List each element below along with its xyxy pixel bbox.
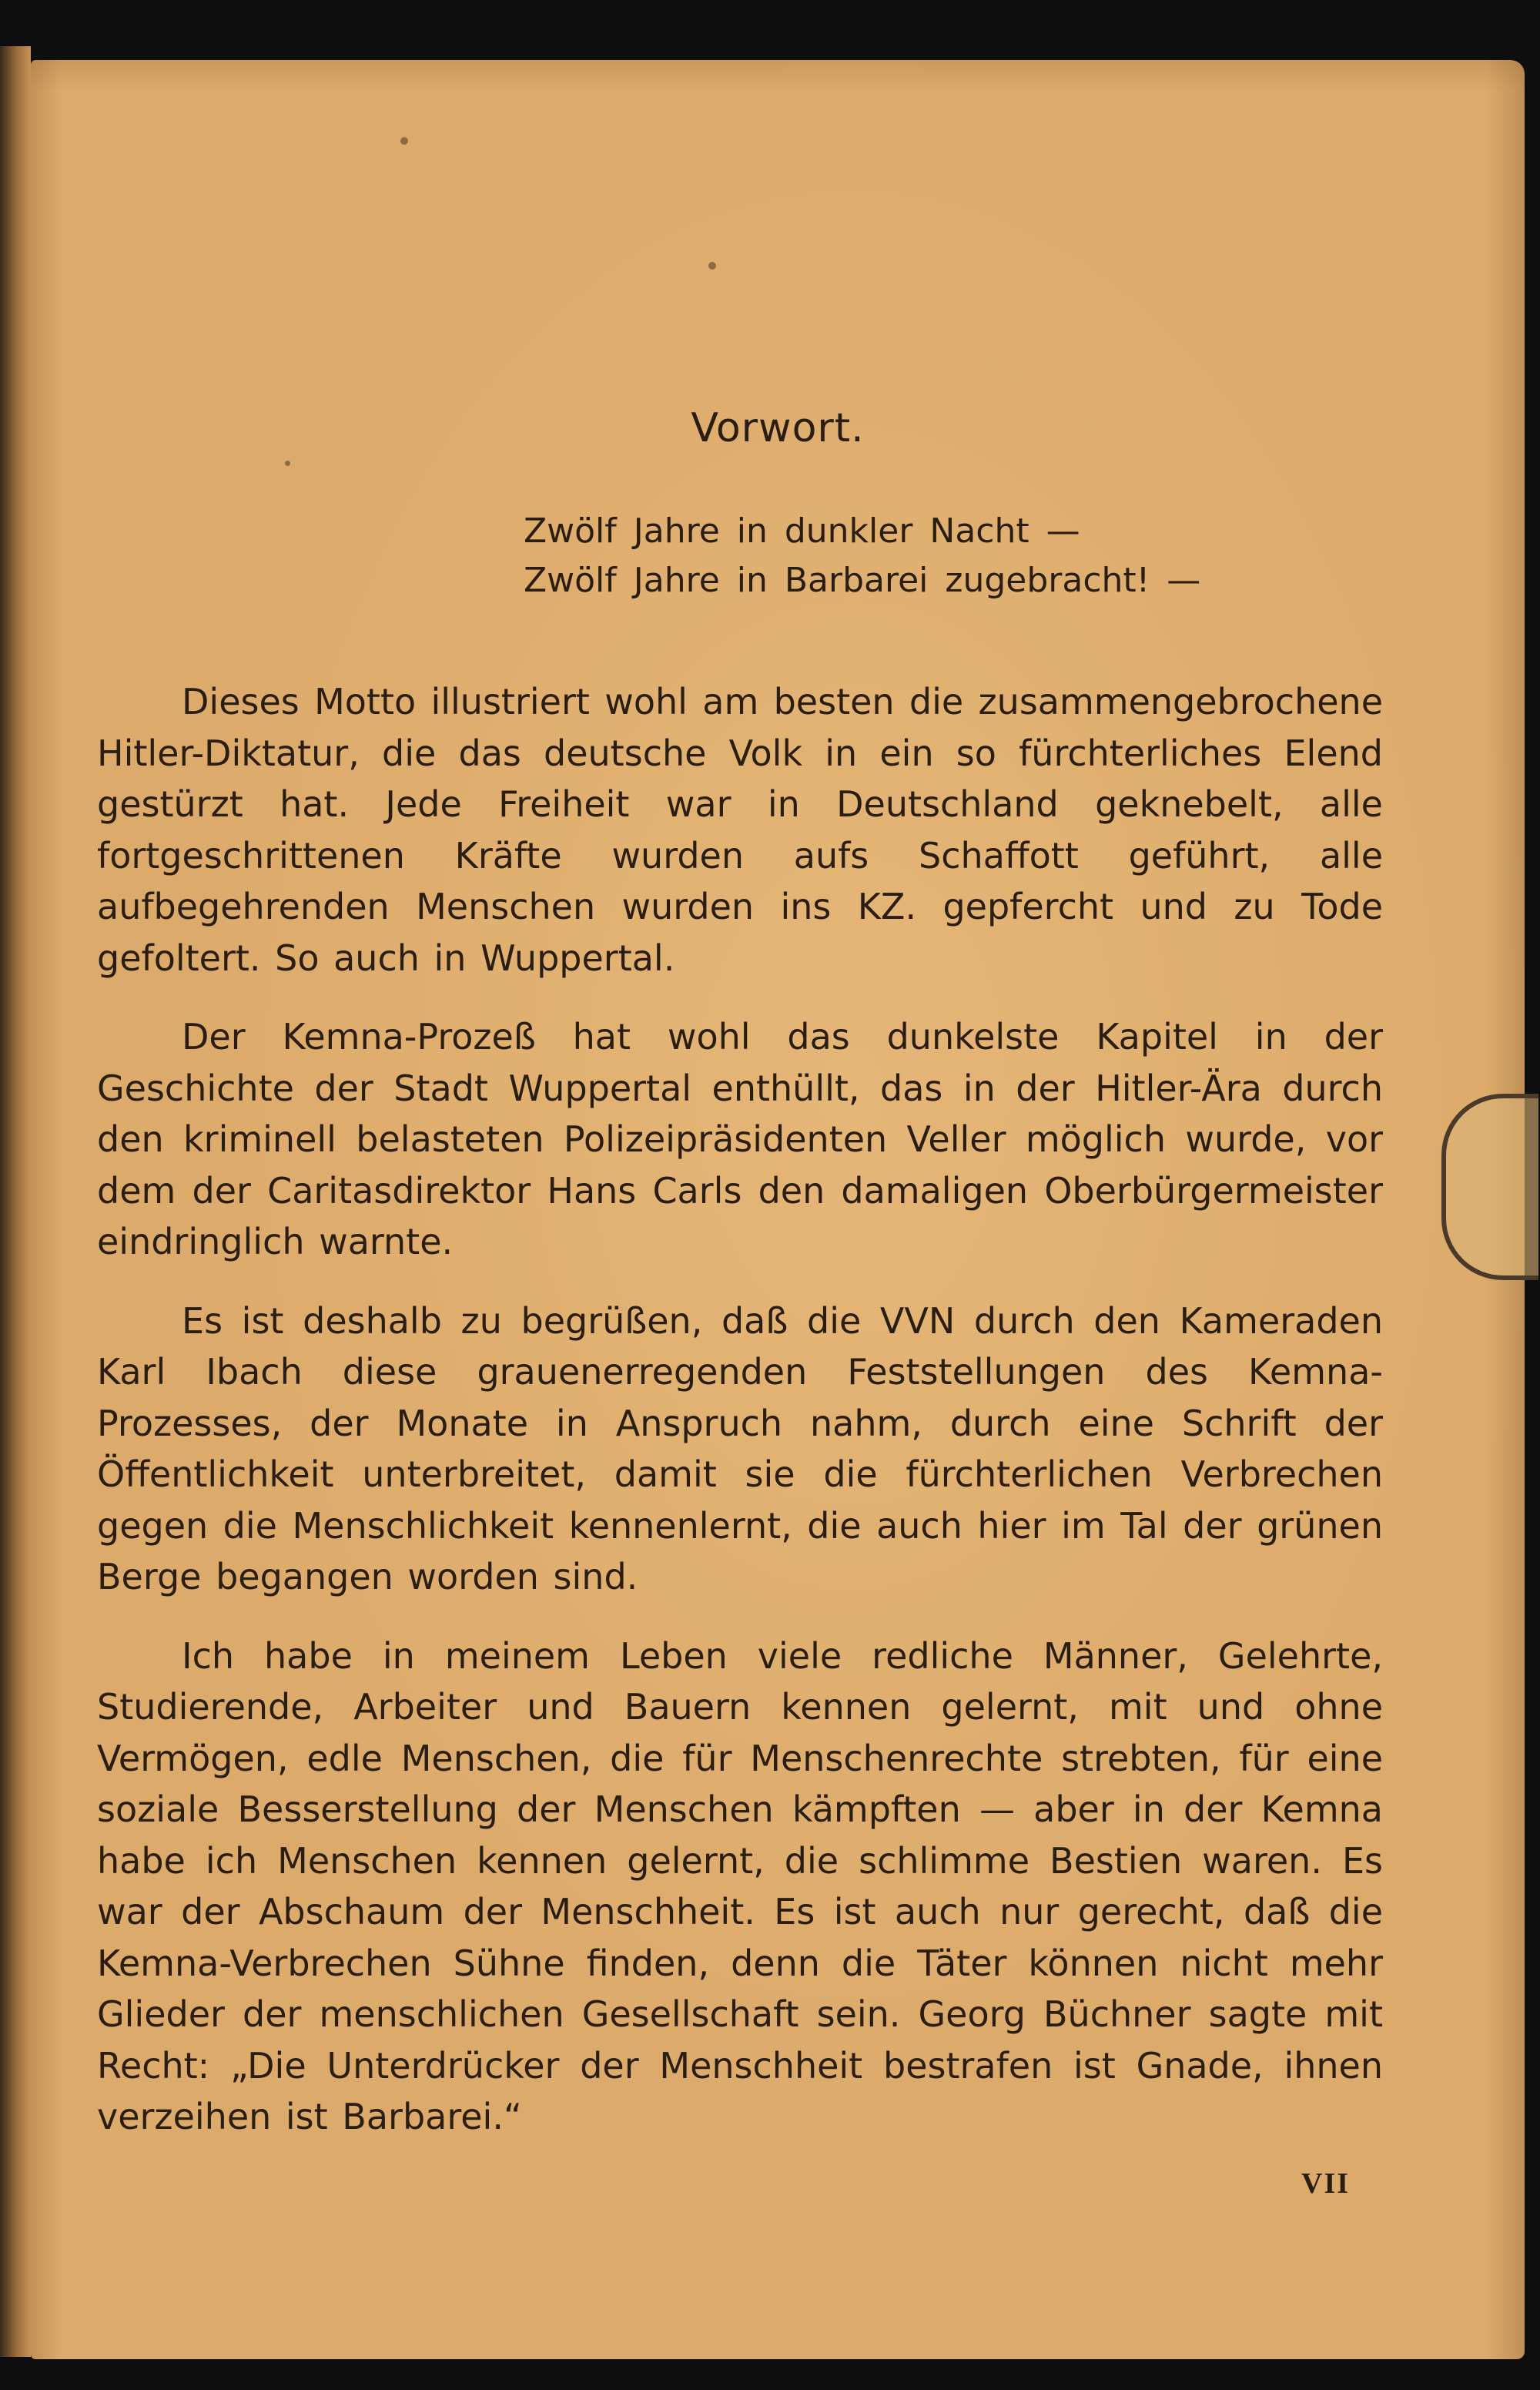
paper-speck — [708, 262, 716, 270]
paper-speck — [400, 137, 408, 145]
paragraph: Es ist deshalb zu begrüßen, daß die VVN durch den Kameraden Karl Ibach diese grauenerregenden Feststellungen des Kemna-Prozesses, der Monate in Anspruch nahm, durch eine Schrift der Öffentlichkeit unterbreitet, damit sie die fürchterlichen Verbrechen gegen die Menschlichkeit kennenlernt, die auch hier im Tal der grünen Berge begangen worden sind. — [97, 1299, 1383, 1597]
motto-line: Zwölf Jahre in dunkler Nacht — — [524, 511, 1080, 551]
body-text — [97, 676, 1383, 2170]
paragraph: Ich habe in meinem Leben viele redliche Männer, Gelehrte, Studierende, Arbeiter und Bauern kennen gelernt, mit und ohne Vermögen, edle Menschen, die für Menschenrechte strebten, für eine soziale Besserstellung der Menschen kämpften — aber in der Kemna habe ich Menschen kennen gelernt, die schlimme Bestien waren. Es war der Abschaum der Menschheit. Es ist auch nur gerecht, daß die Kemna-Verbrechen Sühne finden, denn die Täter können nicht mehr Glieder der menschlichen Gesellschaft sein. Georg Büchner sagte mit Recht: „Die Unterdrücker der Menschheit bestrafen ist Gnade, ihnen verzeihen ist Barbarei.“ — [97, 1634, 1383, 2137]
paragraph: Dieses Motto illustriert wohl am besten die zusammengebrochene Hitler-Diktatur, die das deutsche Volk in ein so fürchterliches Elend gestürzt hat. Jede Freiheit war in Deutschland geknebelt, alle fortgeschrittenen Kräfte wurden aufs Schaffott geführt, alle aufbegehrenden Menschen wurden ins KZ. gepfercht und zu Tode gefoltert. So auch in Wuppertal. — [97, 681, 1383, 979]
page-title: Vorwort. — [691, 405, 865, 451]
paragraph: Der Kemna-Prozeß hat wohl das dunkelste Kapitel in der Geschichte der Stadt Wuppertal enthüllt, das in der Hitler-Ära durch den kriminell belasteten Polizeipräsidenten Veller möglich wurde, vor dem der Caritasdirektor Hans Carls den damaligen Oberbürgermeister eindringlich warnte. — [97, 1016, 1383, 1262]
page-clip — [1441, 1094, 1538, 1280]
motto — [524, 507, 1448, 605]
paper-speck — [285, 461, 290, 466]
page-number: VII — [1301, 2167, 1351, 2200]
paper-page — [31, 60, 1525, 2359]
book-binding-edge — [0, 46, 31, 2357]
motto-line: Zwölf Jahre in Barbarei zugebracht! — — [524, 561, 1201, 600]
